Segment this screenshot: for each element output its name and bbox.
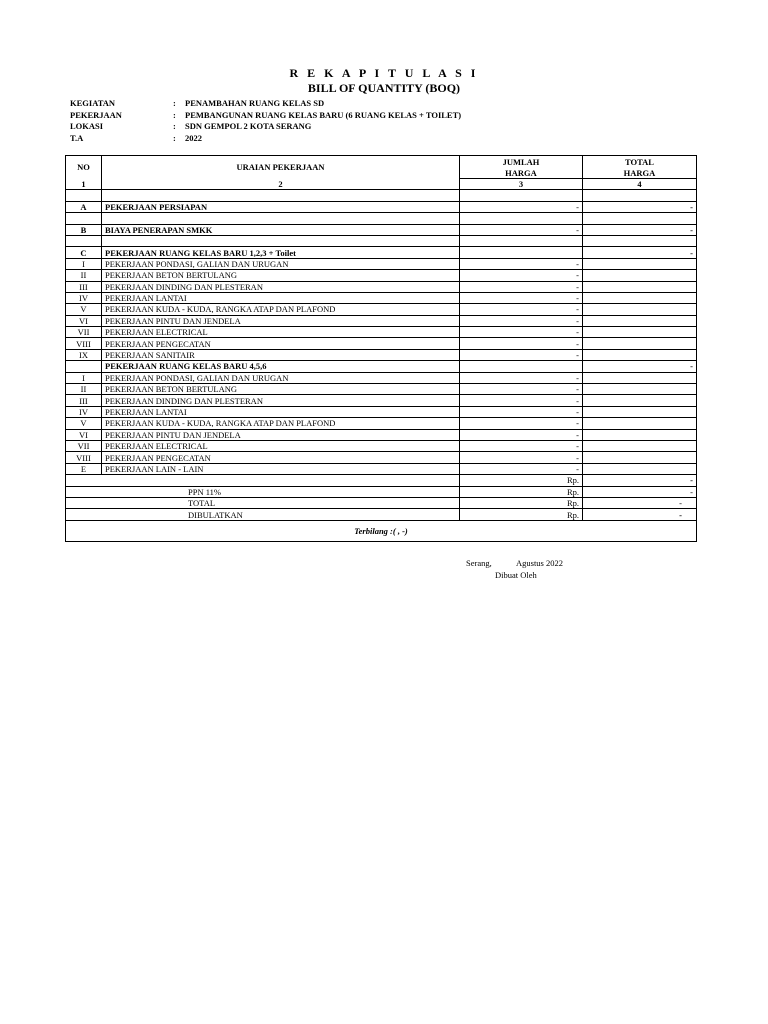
item-jumlah: -: [460, 338, 583, 349]
rounded-row: [66, 509, 697, 520]
table-row: [66, 452, 697, 463]
item-jumlah: -: [460, 384, 583, 395]
item-label: PEKERJAAN KUDA - KUDA, RANGKA ATAP DAN PLAFOND: [102, 418, 460, 429]
meta-label: LOKASI: [70, 121, 104, 131]
item-jumlah: -: [460, 270, 583, 281]
item-jumlah: -: [460, 463, 583, 474]
table-row: [66, 429, 697, 440]
table-row: [66, 315, 697, 326]
item-no: VII: [66, 327, 102, 338]
rounded-value: -: [583, 509, 697, 520]
header-uraian: URAIAN PEKERJAAN: [102, 156, 460, 179]
section-total: -: [583, 247, 697, 258]
table-row: [66, 327, 697, 338]
rounded-label: DIBULATKAN: [66, 509, 460, 520]
meta-row-lokasi: [70, 121, 461, 133]
boq-table: [65, 155, 697, 542]
header-jumlah: JUMLAH: [460, 156, 583, 168]
section-jumlah: -: [460, 201, 583, 212]
item-label: PEKERJAAN ELECTRICAL: [102, 327, 460, 338]
item-jumlah: -: [460, 349, 583, 360]
total-label: TOTAL: [66, 497, 460, 508]
section-no: C: [66, 247, 102, 258]
item-no: IX: [66, 349, 102, 360]
item-no: II: [66, 384, 102, 395]
meta-value: 2022: [185, 132, 202, 143]
table-row: [66, 463, 697, 474]
meta-separator: :: [173, 132, 176, 143]
item-no: I: [66, 258, 102, 269]
subtotal-currency: Rp.: [460, 475, 583, 486]
index-total: 4: [583, 179, 697, 190]
meta-separator: :: [173, 121, 176, 131]
subtotal-value: -: [583, 475, 697, 486]
rounded-currency: Rp.: [460, 509, 583, 520]
item-jumlah: -: [460, 292, 583, 303]
item-no: IV: [66, 406, 102, 417]
section-total: -: [583, 361, 697, 372]
item-no: I: [66, 372, 102, 383]
item-label: PEKERJAAN LANTAI: [102, 406, 460, 417]
project-info: [70, 98, 461, 144]
signature-city: Serang,: [466, 558, 492, 568]
item-label: PEKERJAAN PENGECATAN: [102, 452, 460, 463]
item-no: E: [66, 463, 102, 474]
meta-label: KEGIATAN: [70, 98, 116, 108]
item-label: PEKERJAAN BETON BERTULANG: [102, 384, 460, 395]
item-no: V: [66, 304, 102, 315]
ppn-label: PPN 11%: [66, 486, 460, 497]
table-row: [66, 440, 697, 451]
index-row: [66, 179, 697, 190]
table-row: [66, 406, 697, 417]
table-row: [66, 338, 697, 349]
item-jumlah: -: [460, 429, 583, 440]
total-value: -: [583, 497, 697, 508]
item-label: PEKERJAAN PENGECATAN: [102, 338, 460, 349]
item-label: PEKERJAAN DINDING DAN PLESTERAN: [102, 281, 460, 292]
item-jumlah: -: [460, 418, 583, 429]
section-jumlah: -: [460, 224, 583, 235]
header-total-2: HARGA: [583, 167, 697, 179]
item-label: PEKERJAAN DINDING DAN PLESTERAN: [102, 395, 460, 406]
item-no: III: [66, 281, 102, 292]
section-no: A: [66, 201, 102, 212]
item-label: PEKERJAAN LAIN - LAIN: [102, 463, 460, 474]
section-label: PEKERJAAN RUANG KELAS BARU 1,2,3 + Toilet: [102, 247, 460, 258]
header-row: [66, 156, 697, 168]
section-label: PEKERJAAN PERSIAPAN: [102, 201, 460, 212]
item-label: PEKERJAAN PINTU DAN JENDELA: [102, 429, 460, 440]
signature-date: Agustus 2022: [516, 558, 563, 568]
table-row: [66, 292, 697, 303]
total-row: [66, 497, 697, 508]
ppn-row: [66, 486, 697, 497]
table-row: [66, 372, 697, 383]
item-no: VII: [66, 440, 102, 451]
item-label: PEKERJAAN BETON BERTULANG: [102, 270, 460, 281]
item-label: PEKERJAAN PONDASI, GALIAN DAN URUGAN: [102, 258, 460, 269]
header-jumlah-2: HARGA: [460, 167, 583, 179]
meta-value: PENAMBAHAN RUANG KELAS SD: [185, 98, 325, 108]
meta-separator: :: [173, 98, 176, 108]
section-a-row: [66, 201, 697, 212]
table-row: [66, 304, 697, 315]
index-jumlah: 3: [460, 179, 583, 190]
spacer-row: [66, 190, 697, 201]
item-label: PEKERJAAN ELECTRICAL: [102, 440, 460, 451]
terbilang-text: Terbilang :( , -): [66, 520, 697, 541]
header-no: NO: [66, 156, 102, 179]
total-currency: Rp.: [460, 497, 583, 508]
section-c-row: [66, 247, 697, 258]
meta-separator: :: [173, 109, 176, 120]
item-jumlah: -: [460, 304, 583, 315]
table-row: [66, 270, 697, 281]
item-no: VIII: [66, 338, 102, 349]
index-no: 1: [66, 179, 102, 190]
document-title: R E K A P I T U L A S I: [289, 66, 479, 80]
header-total: TOTAL: [583, 156, 697, 168]
item-jumlah: -: [460, 258, 583, 269]
meta-label: T.A: [70, 132, 84, 143]
section-label: BIAYA PENERAPAN SMKK: [102, 224, 460, 235]
item-jumlah: -: [460, 440, 583, 451]
meta-value: SDN GEMPOL 2 KOTA SERANG: [185, 121, 312, 131]
section-total: -: [583, 201, 697, 212]
item-jumlah: -: [460, 406, 583, 417]
item-jumlah: -: [460, 372, 583, 383]
subtotal-row: [66, 475, 697, 486]
item-jumlah: -: [460, 452, 583, 463]
item-no: V: [66, 418, 102, 429]
meta-row-kegiatan: [70, 98, 461, 110]
item-jumlah: -: [460, 395, 583, 406]
item-no: III: [66, 395, 102, 406]
table-row: [66, 281, 697, 292]
ppn-currency: Rp.: [460, 486, 583, 497]
section-d-row: [66, 361, 697, 372]
section-no: B: [66, 224, 102, 235]
section-b-row: [66, 224, 697, 235]
item-jumlah: -: [460, 327, 583, 338]
document-subtitle: BILL OF QUANTITY (BOQ): [307, 81, 461, 95]
item-label: PEKERJAAN SANITAIR: [102, 349, 460, 360]
item-label: PEKERJAAN KUDA - KUDA, RANGKA ATAP DAN PLAFOND: [102, 304, 460, 315]
item-label: PEKERJAAN LANTAI: [102, 292, 460, 303]
terbilang-row: [66, 520, 697, 541]
meta-row-pekerjaan: [70, 110, 461, 122]
ppn-value: -: [583, 486, 697, 497]
index-uraian: 2: [102, 179, 460, 190]
signature-made-by: Dibuat Oleh: [495, 570, 537, 580]
item-jumlah: -: [460, 281, 583, 292]
table-row: [66, 384, 697, 395]
item-jumlah: -: [460, 315, 583, 326]
meta-label: PEKERJAAN: [70, 109, 122, 120]
spacer-row: [66, 235, 697, 246]
table-row: [66, 258, 697, 269]
section-total: -: [583, 224, 697, 235]
table-row: [66, 395, 697, 406]
meta-value: PEMBANGUNAN RUANG KELAS BARU (6 RUANG KELAS + TOILET): [185, 109, 462, 120]
section-label: PEKERJAAN RUANG KELAS BARU 4,5,6: [102, 361, 460, 372]
table-row: [66, 418, 697, 429]
table-row: [66, 349, 697, 360]
item-no: VIII: [66, 452, 102, 463]
spacer-row: [66, 213, 697, 224]
meta-row-ta: [70, 133, 461, 145]
item-label: PEKERJAAN PONDASI, GALIAN DAN URUGAN: [102, 372, 460, 383]
item-no: II: [66, 270, 102, 281]
item-no: VI: [66, 315, 102, 326]
item-label: PEKERJAAN PINTU DAN JENDELA: [102, 315, 460, 326]
item-no: VI: [66, 429, 102, 440]
item-no: IV: [66, 292, 102, 303]
